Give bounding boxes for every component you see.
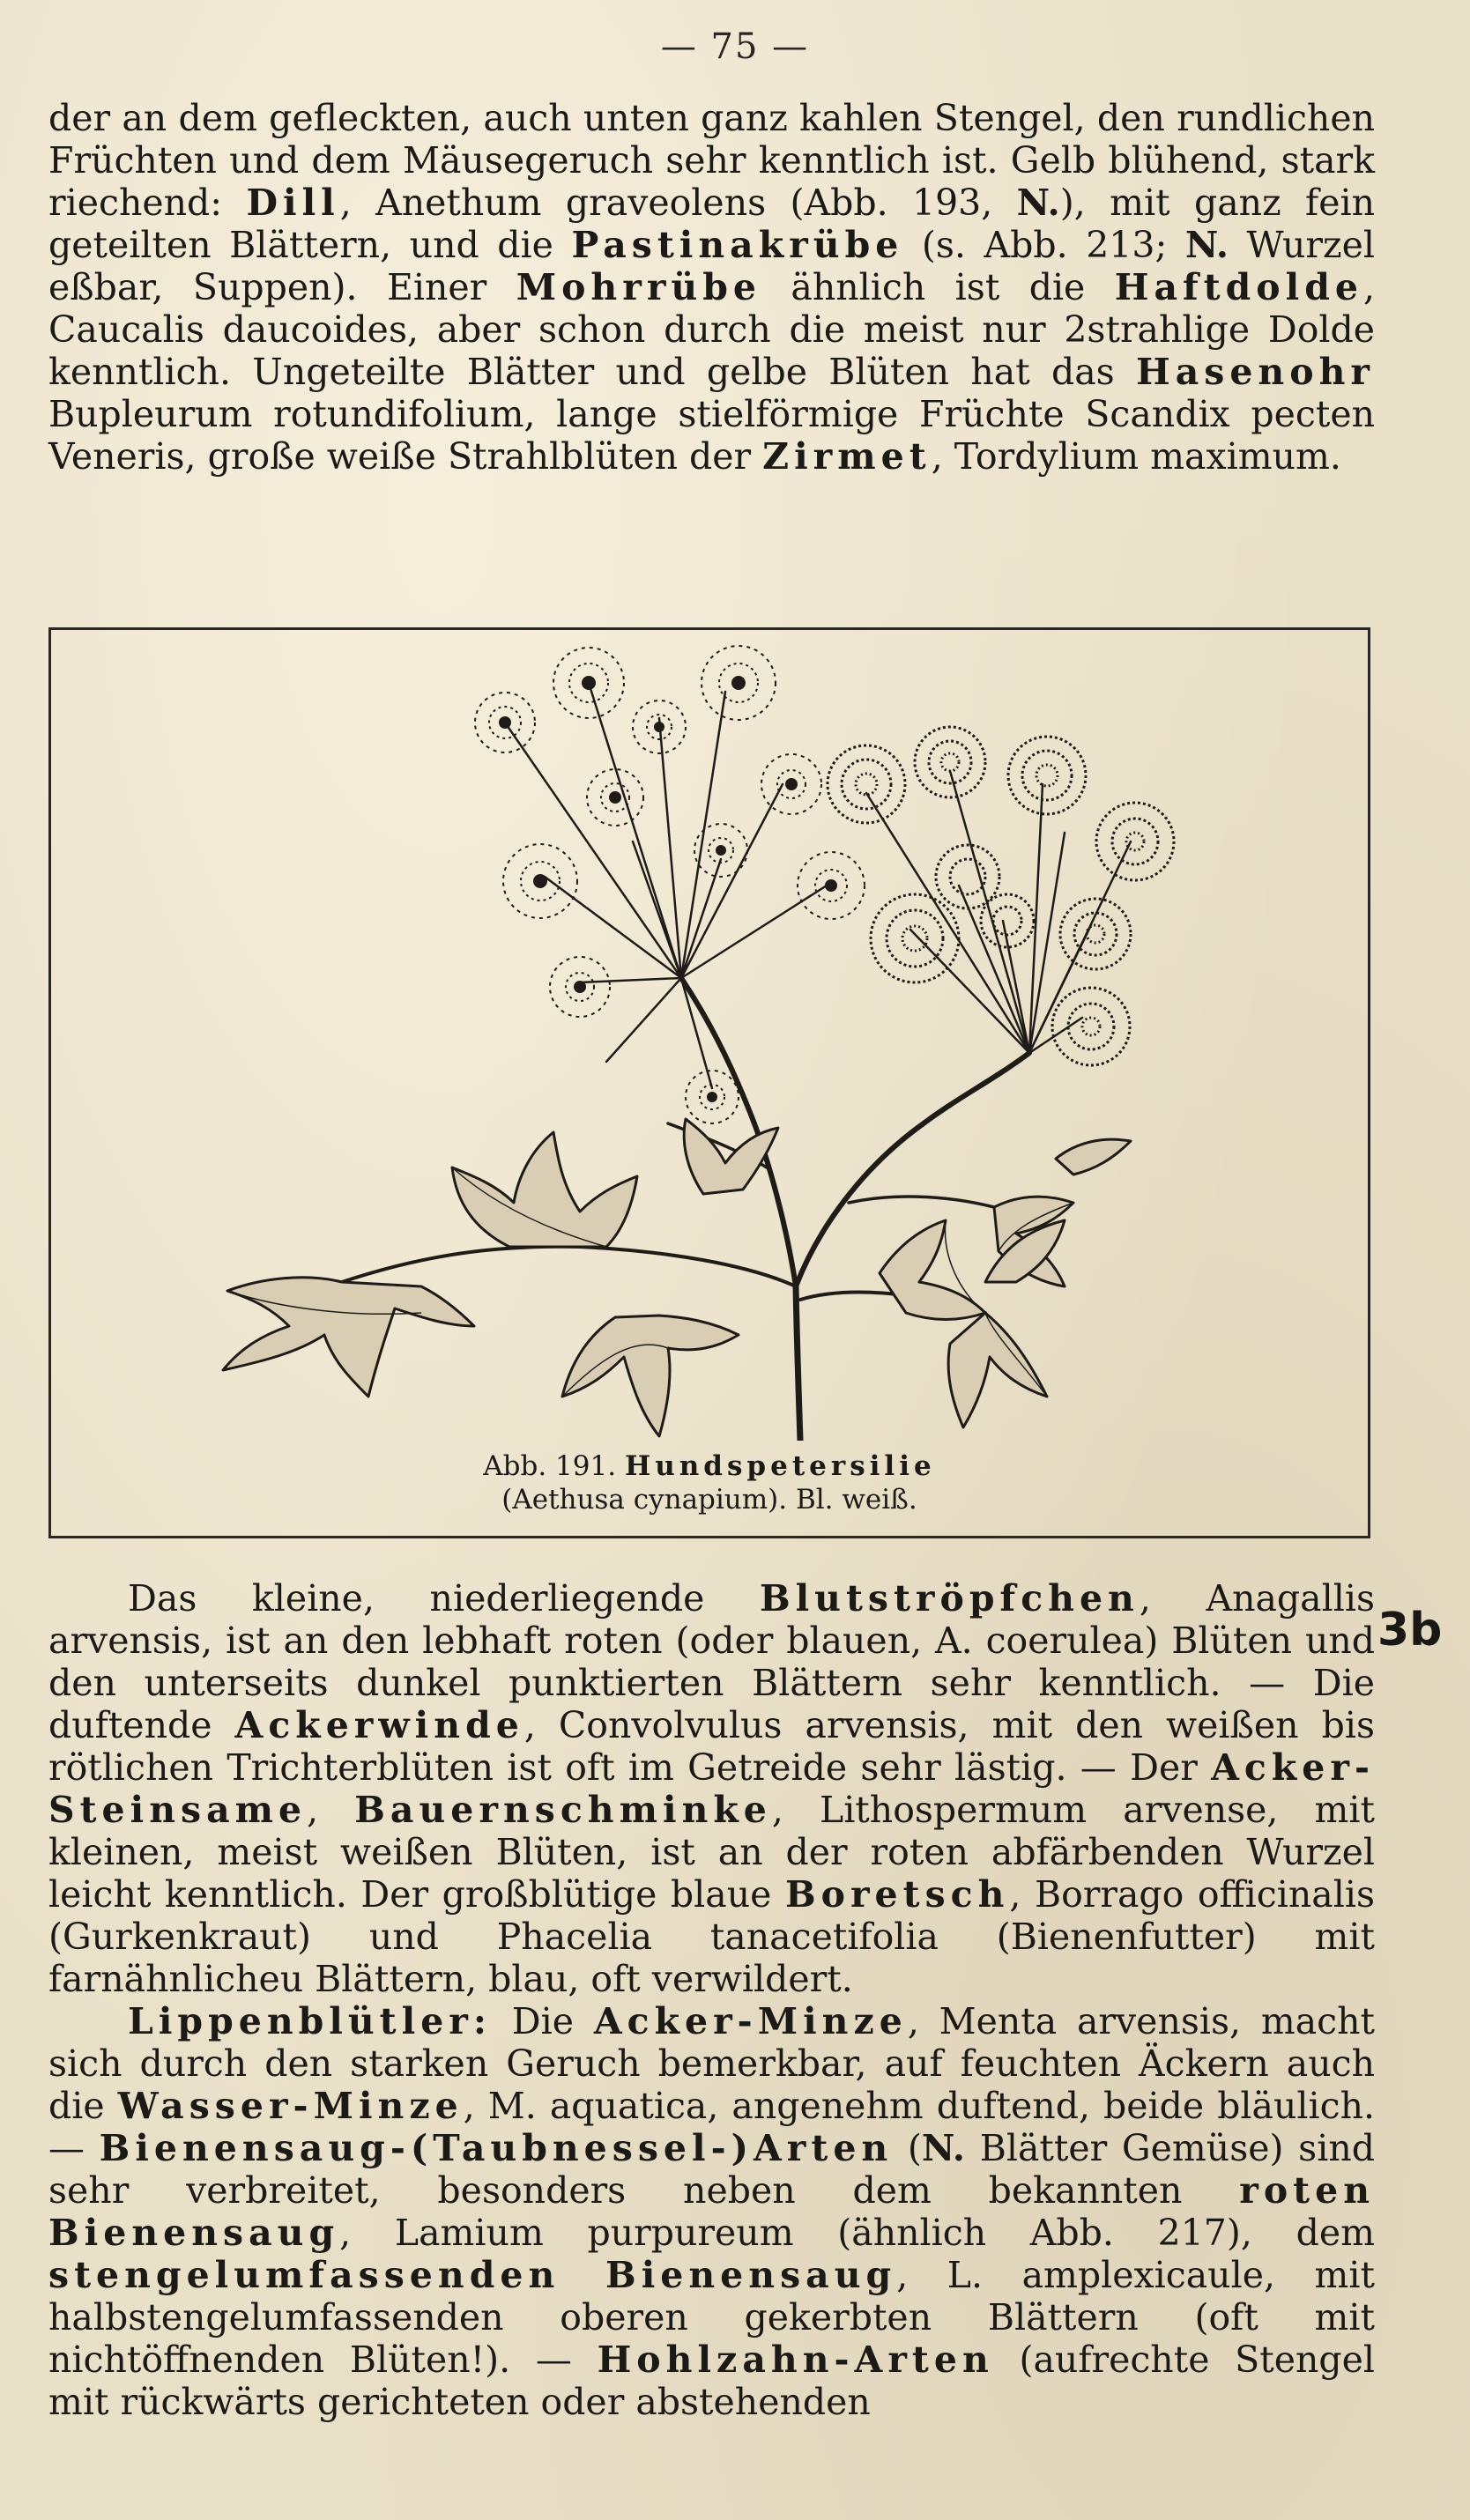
figure-caption [51,1449,1368,1516]
text-run: (s. Abb. 213; [903,224,1185,266]
text-run: , Caucalis daucoides, aber schon durch die meist nur 2strahlige Dolde kenntlich. Ungeteilte Blätter und gelbe Blüten hat das [48,266,1376,393]
plant-name-mohrruebe: Mohrrübe [516,266,761,308]
figure-number: Abb. 191. [483,1450,617,1482]
plant-name-dill: Dill [246,182,340,224]
text-run: Die [492,2000,594,2042]
plant-name-bauernschminke: Bauernschminke [354,1789,772,1831]
text-run: , Menta arvensis, macht sich durch den starken Geruch bemerkbar, auf feuchten Äckern auch die [48,2000,1375,2127]
text-run: ), mit ganz fein geteilten Blättern, und die [48,182,1376,266]
text-run: ähnlich ist die [761,266,1115,308]
text-run: , Lamium purpureum (ähnlich Abb. 217), dem [339,2212,1375,2254]
plant-name-ackerwinde: Ackerwinde [234,1704,524,1746]
note-marker: N. [921,2127,966,2169]
figure-caption-line-2: (Aethusa cynapium). Bl. weiß. [501,1484,917,1516]
plant-name-blutstroepfchen: Blutströpfchen [759,1577,1140,1619]
paragraph-lippenbluetler [48,2000,1375,2423]
text-run: , Tordylium maximum. [931,435,1341,478]
figure-hundspetersilie [48,627,1370,1538]
plant-name-stengelumfassender-bienensaug: stengelumfassenden Bienensaug [48,2254,897,2296]
paragraph-umbellifers-text [48,97,1375,478]
text-run: ( [893,2127,922,2169]
plant-name-acker-steinsame: Acker-Steinsame [48,1746,1375,1831]
text-run: der an dem gefleckten, auch unten ganz kahlen Stengel, den rundlichen Früchten und dem Mäusegeruch sehr kenntlich ist. Gelb blühend, stark riechend: [48,97,1375,224]
text-run: Bupleurum rotundifolium, lange stielförmige Früchte Scandix pecten Veneris, große weiße Strahlblüten der [48,393,1375,478]
text-run: Blätter Gemüse) sind sehr verbreitet, besonders neben dem bekannten [48,2127,1375,2212]
plant-name-wasser-minze: Wasser-Minze [117,2085,464,2127]
text-run: , Convolvulus arvensis, mit den weißen bis rötlichen Trichterblüten ist oft im Getreide sehr lästig. — Der [48,1704,1376,1789]
section-label-lippenbluetler: Lippenblütler: [128,2000,493,2042]
plant-illustration [51,630,1368,1441]
text-run: (aufrechte Stengel mit rückwärts gerichteten oder abstehenden [48,2338,1376,2423]
text-run: , M. aquatica, angenehm duftend, beide bläulich. — [48,2085,1376,2169]
text-run: , Anethum graveolens (Abb. 193, [339,182,1017,224]
plant-name-acker-minze: Acker-Minze [593,2000,908,2042]
note-marker: N. [1184,224,1229,266]
text-run: , Anagallis arvensis, ist an den lebhaft roten (oder blauen, A. coerulea) Blüten und den unterseits dunkel punktierten Blättern sehr kenntlich. — Die duftende [48,1577,1375,1746]
text-run: , Borrago officinalis (Gurkenkraut) und Phacelia tanacetifolia (Bienenfutter) mit farnähnlicheu Blättern, blau, oft verwildert. [48,1873,1375,2000]
paragraph-blutstroepfchen [48,1577,1375,2000]
plant-name-bienensaug-arten: Bienensaug-(Taubnessel-)Arten [99,2127,894,2169]
plant-name-haftdolde: Haftdolde [1114,266,1363,308]
note-marker: N. [1016,182,1060,224]
text-run: , Lithospermum arvense, mit kleinen, meist weißen Blüten, ist an der roten abfärbenden Wurzel leicht kenntlich. Der großblütige blaue [48,1789,1375,1916]
text-run: Wurzel eßbar, Suppen). Einer [48,224,1376,308]
plant-name-hohlzahn-arten: Hohlzahn-Arten [597,2338,994,2381]
plant-name-roter-bienensaug: roten Bienensaug [48,2169,1375,2254]
plant-name-pastinakruebe: Pastinakrübe [571,224,904,266]
plant-name-zirmet: Zirmet [762,435,932,478]
margin-note: 3b [1377,1604,1443,1657]
text-run: , [307,1789,355,1831]
figure-plant-name: Hundspetersilie [624,1450,936,1482]
text-run: , L. amplexicaule, mit halbstengelumfassenden oberen gekerbten Blättern (oft mit nichtöffnenden Blüten!). — [48,2254,1375,2381]
page-number: — 75 — [660,26,810,67]
text-run: Das kleine, niederliegende [128,1577,760,1619]
plant-name-hasenohr: Hasenohr [1135,351,1375,393]
figure-caption-line-1 [51,1449,1368,1483]
paragraph-umbellifers [48,97,1375,478]
plant-name-boretsch: Boretsch [784,1873,1010,1916]
paragraphs-bottom [48,1577,1375,2423]
